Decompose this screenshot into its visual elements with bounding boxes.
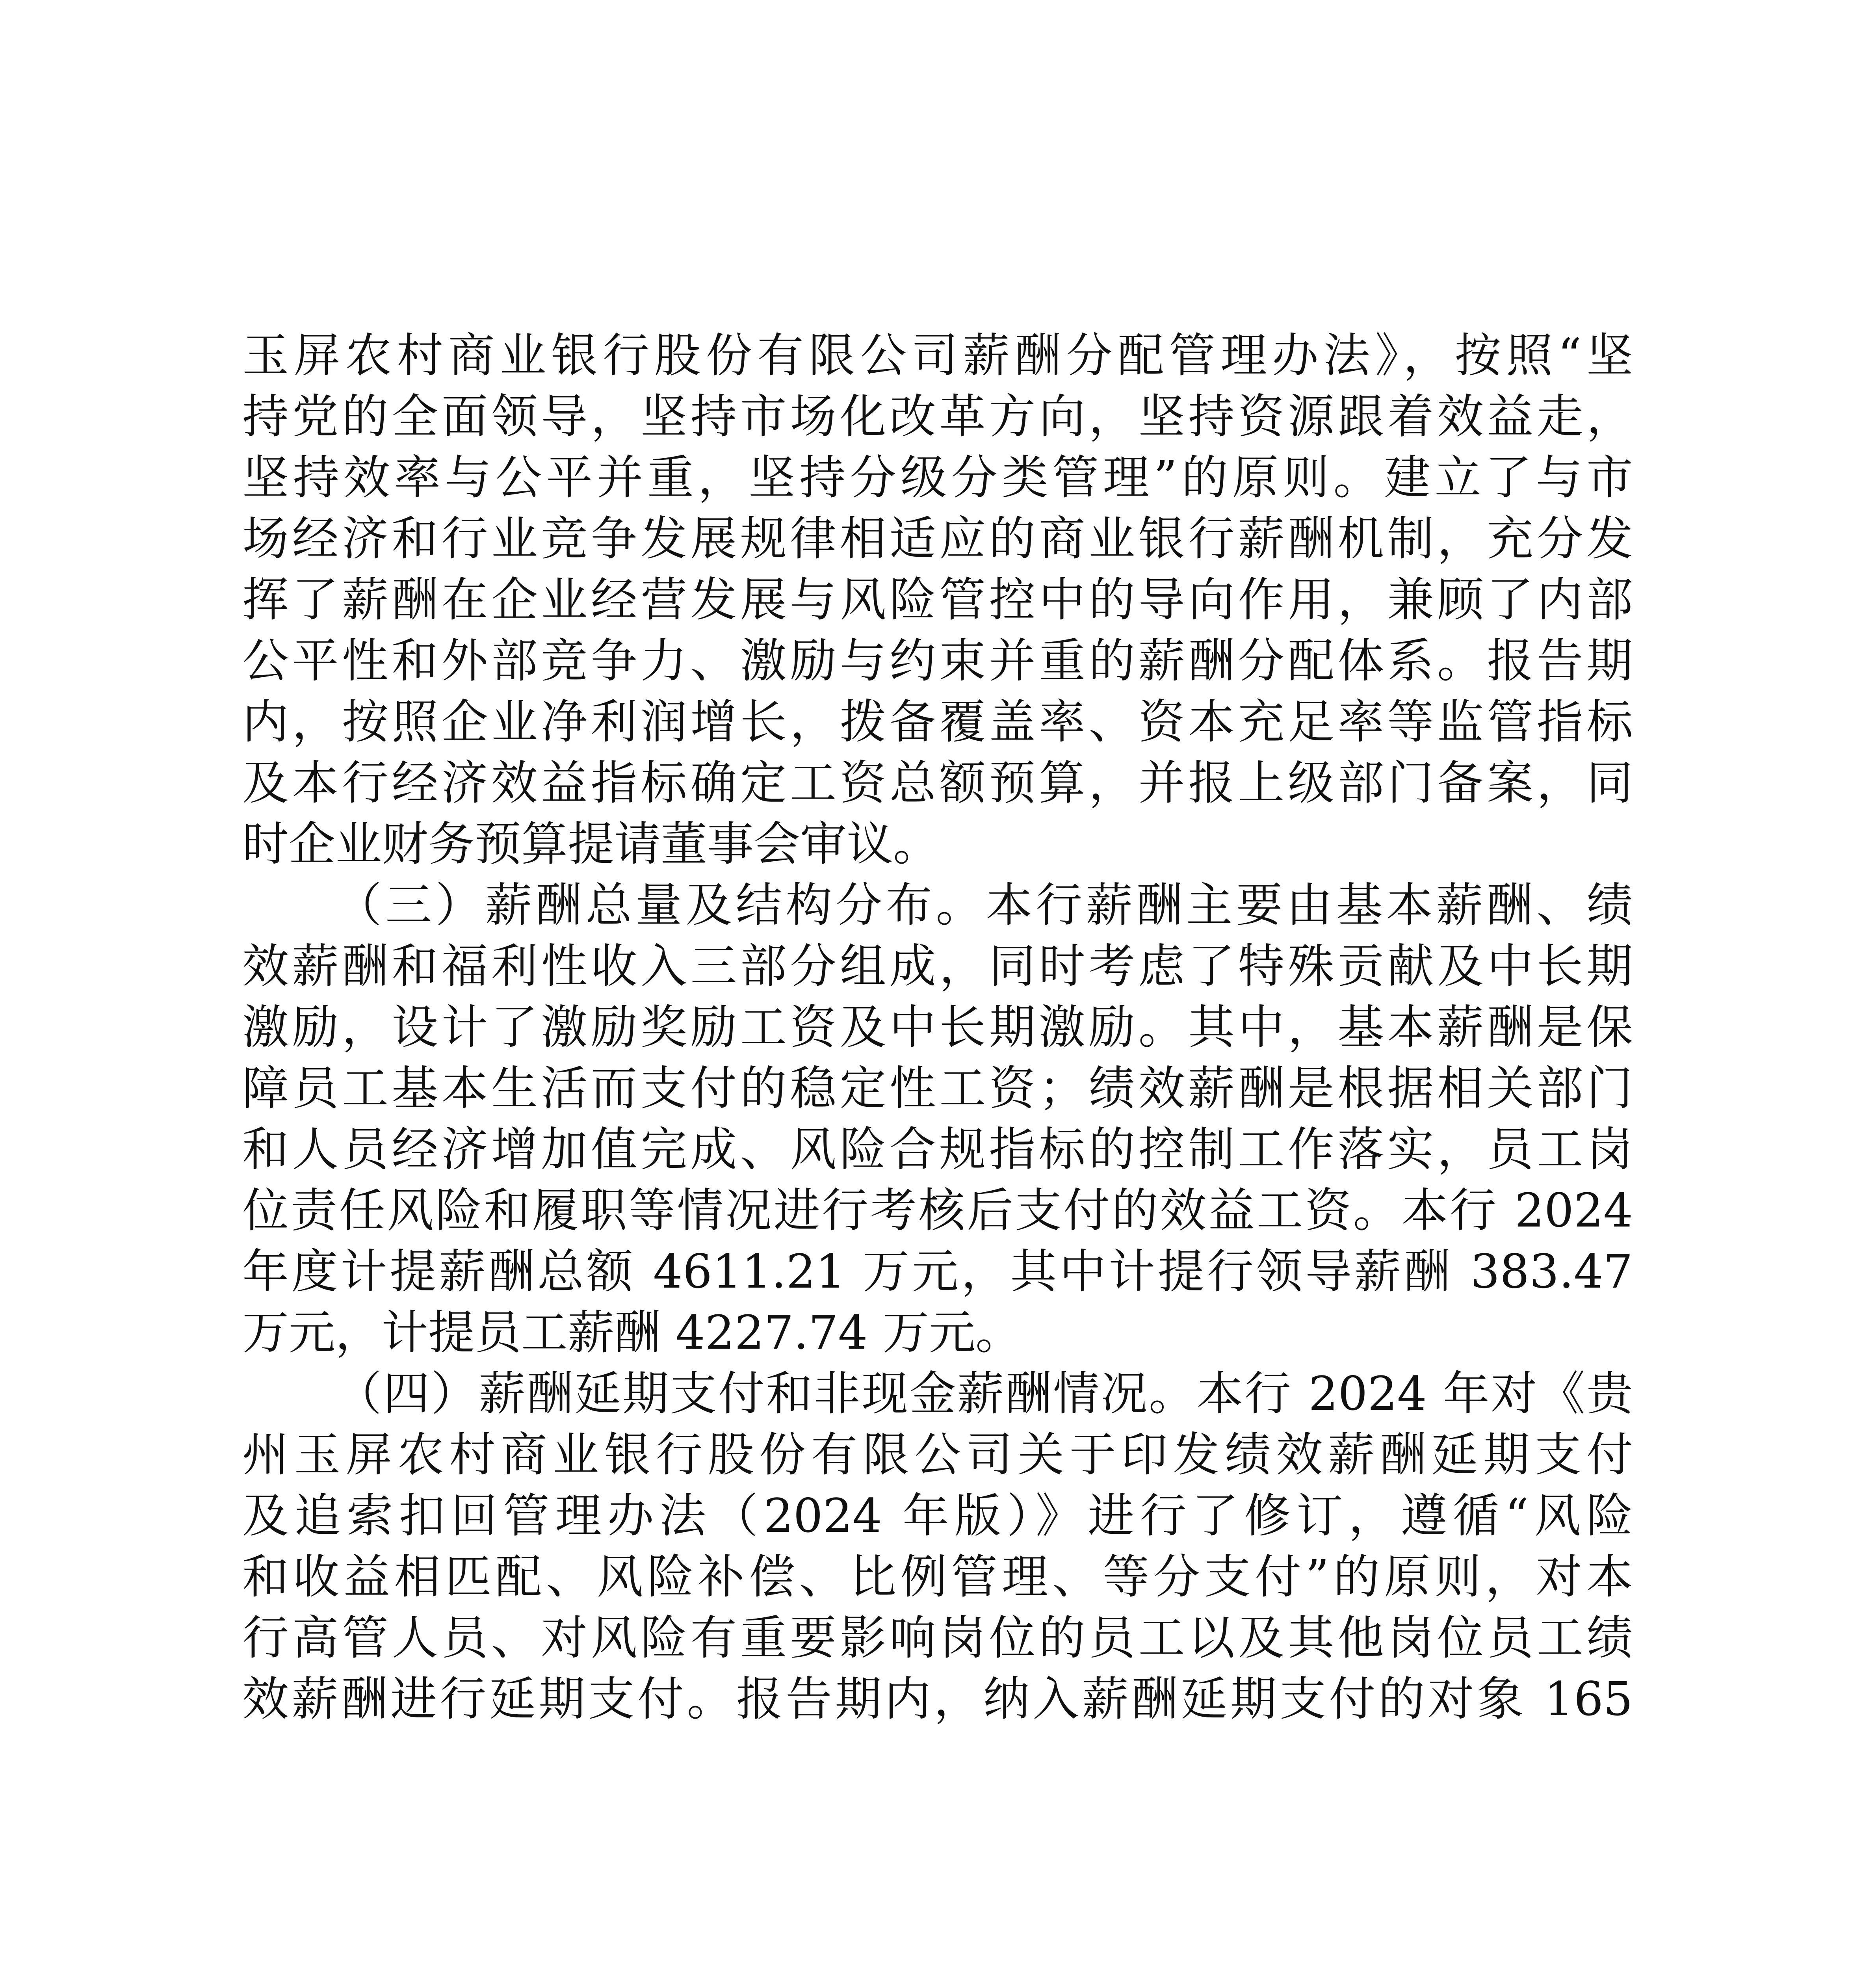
- paragraph-line: 障员工基本生活而支付的稳定性工资；绩效薪酬是根据相关部门: [242, 1061, 1633, 1115]
- paragraph-line: 及本行经济效益指标确定工资总额预算，并报上级部门备案，同: [242, 756, 1633, 810]
- section-heading-line: （三）薪酬总量及结构分布。本行薪酬主要由基本薪酬、绩: [335, 878, 1633, 932]
- paragraph-line: 万元，计提员工薪酬 4227.74 万元。: [242, 1305, 1022, 1360]
- paragraph-line: 效薪酬进行延期支付。报告期内，纳入薪酬延期支付的对象 165: [242, 1672, 1633, 1726]
- paragraph-line: 位责任风险和履职等情况进行考核后支付的效益工资。本行 2024: [242, 1183, 1633, 1238]
- paragraph-line: 效薪酬和福利性收入三部分组成，同时考虑了特殊贡献及中长期: [242, 939, 1633, 993]
- paragraph-line: 持党的全面领导，坚持市场化改革方向，坚持资源跟着效益走，: [242, 389, 1633, 444]
- paragraph-line: 玉屏农村商业银行股份有限公司薪酬分配管理办法》，按照“坚: [242, 328, 1633, 383]
- paragraph-line: 公平性和外部竞争力、激励与约束并重的薪酬分配体系。报告期: [242, 634, 1633, 688]
- paragraph-line: 及追索扣回管理办法（2024 年版）》进行了修订，遵循“风险: [242, 1489, 1633, 1543]
- paragraph-line: 激励，设计了激励奖励工资及中长期激励。其中，基本薪酬是保: [242, 1000, 1633, 1054]
- paragraph-line: 州玉屏农村商业银行股份有限公司关于印发绩效薪酬延期支付: [242, 1427, 1633, 1482]
- document-body: [242, 325, 1633, 1730]
- paragraph-line: 挥了薪酬在企业经营发展与风险管控中的导向作用，兼顾了内部: [242, 572, 1633, 627]
- paragraph-line: 年度计提薪酬总额 4611.21 万元，其中计提行领导薪酬 383.47: [242, 1244, 1633, 1299]
- paragraph-line: 和人员经济增加值完成、风险合规指标的控制工作落实，员工岗: [242, 1122, 1633, 1176]
- paragraph-line: 时企业财务预算提请董事会审议。: [242, 817, 940, 871]
- paragraph-line: 场经济和行业竞争发展规律相适应的商业银行薪酬机制，充分发: [242, 511, 1633, 566]
- paragraph-line: 坚持效率与公平并重，坚持分级分类管理”的原则。建立了与市: [242, 450, 1633, 505]
- paragraph-line: 和收益相匹配、风险补偿、比例管理、等分支付”的原则，对本: [242, 1550, 1633, 1604]
- section-heading-line: （四）薪酬延期支付和非现金薪酬情况。本行 2024 年对《贵: [335, 1366, 1633, 1421]
- paragraph-line: 内，按照企业净利润增长，拨备覆盖率、资本充足率等监管指标: [242, 695, 1633, 749]
- paragraph-line: 行高管人员、对风险有重要影响岗位的员工以及其他岗位员工绩: [242, 1611, 1633, 1665]
